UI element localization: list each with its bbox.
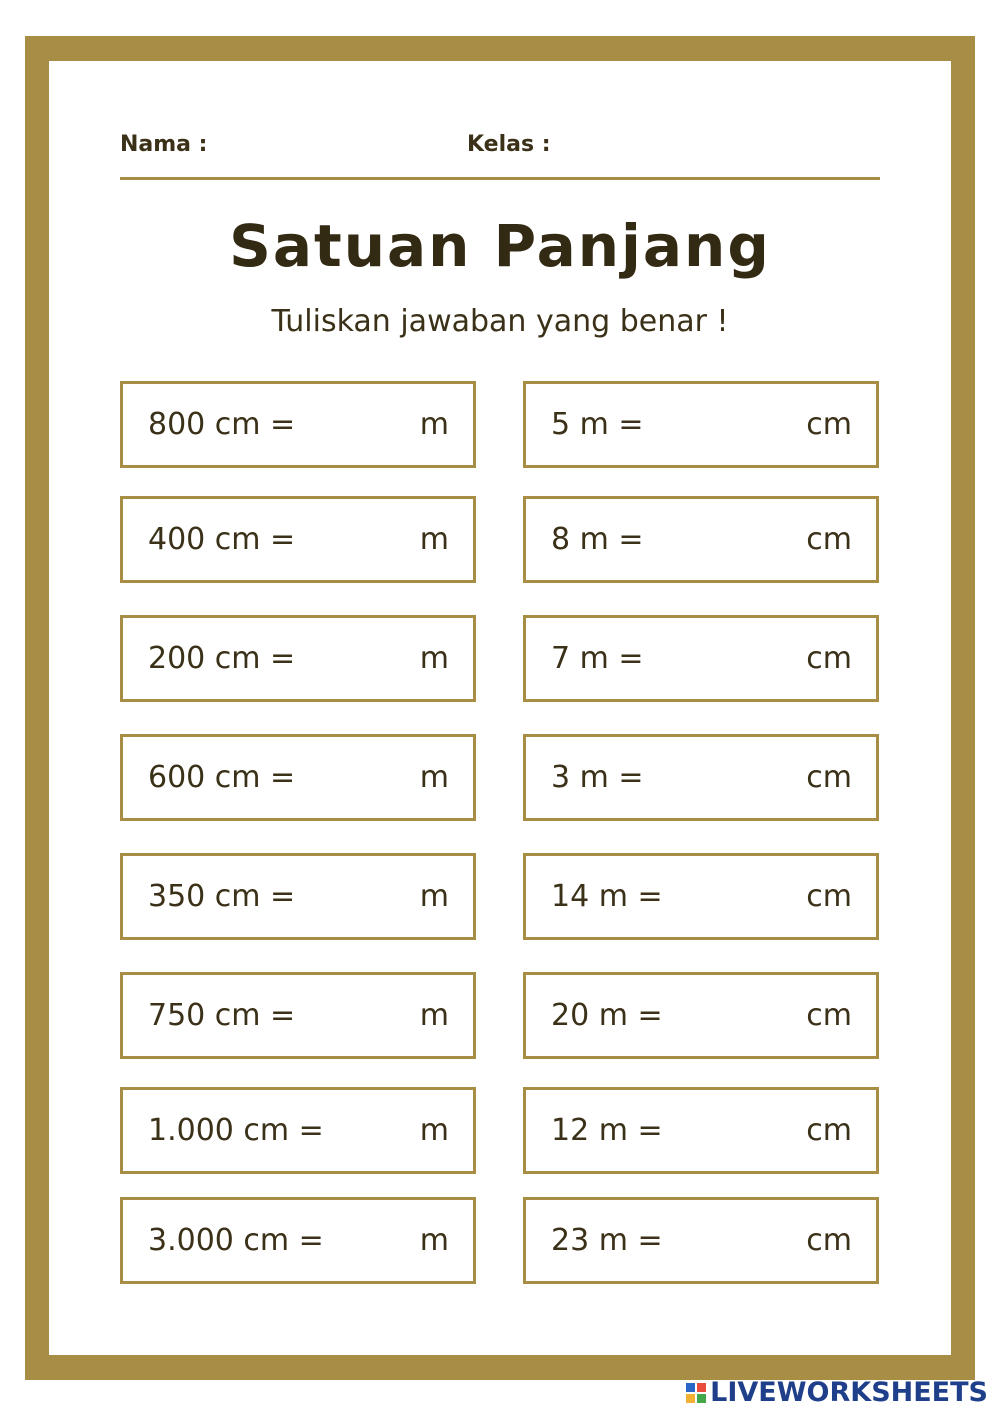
question-text: 200 cm = xyxy=(148,641,296,676)
unit-text: cm xyxy=(806,1223,852,1258)
question-box[interactable] xyxy=(523,1087,879,1174)
question-text: 350 cm = xyxy=(148,879,296,914)
question-box[interactable] xyxy=(120,972,476,1059)
unit-text: m xyxy=(419,407,449,442)
question-box[interactable] xyxy=(120,496,476,583)
question-text: 3.000 cm = xyxy=(148,1223,324,1258)
unit-text: cm xyxy=(806,641,852,676)
question-text: 23 m = xyxy=(551,1223,663,1258)
liveworksheets-brand xyxy=(686,1377,988,1408)
nama-label: Nama : xyxy=(120,132,208,157)
unit-text: cm xyxy=(806,998,852,1033)
name-class-row xyxy=(120,130,880,180)
question-text: 400 cm = xyxy=(148,522,296,557)
brand-text: LIVEWORKSHEETS xyxy=(710,1377,988,1408)
question-text: 20 m = xyxy=(551,998,663,1033)
unit-text: cm xyxy=(806,760,852,795)
question-box[interactable] xyxy=(523,615,879,702)
page-title: Satuan Panjang xyxy=(229,212,771,280)
unit-text: m xyxy=(419,522,449,557)
question-text: 8 m = xyxy=(551,522,644,557)
question-box[interactable] xyxy=(523,496,879,583)
unit-text: cm xyxy=(806,407,852,442)
question-box[interactable] xyxy=(120,853,476,940)
question-box[interactable] xyxy=(523,972,879,1059)
question-text: 1.000 cm = xyxy=(148,1113,324,1148)
question-box[interactable] xyxy=(523,853,879,940)
liveworksheets-logo-icon xyxy=(686,1383,706,1403)
unit-text: m xyxy=(419,998,449,1033)
unit-text: cm xyxy=(806,522,852,557)
question-text: 5 m = xyxy=(551,407,644,442)
question-text: 600 cm = xyxy=(148,760,296,795)
kelas-label: Kelas : xyxy=(467,132,551,157)
unit-text: m xyxy=(419,641,449,676)
question-box[interactable] xyxy=(523,734,879,821)
unit-text: cm xyxy=(806,879,852,914)
question-box[interactable] xyxy=(523,1197,879,1284)
unit-text: m xyxy=(419,1113,449,1148)
question-box[interactable] xyxy=(120,734,476,821)
question-box[interactable] xyxy=(120,615,476,702)
question-box[interactable] xyxy=(120,381,476,468)
question-text: 3 m = xyxy=(551,760,644,795)
instruction-text: Tuliskan jawaban yang benar ! xyxy=(271,304,729,339)
unit-text: m xyxy=(419,1223,449,1258)
question-text: 12 m = xyxy=(551,1113,663,1148)
question-text: 14 m = xyxy=(551,879,663,914)
unit-text: m xyxy=(419,760,449,795)
question-box[interactable] xyxy=(120,1197,476,1284)
unit-text: cm xyxy=(806,1113,852,1148)
question-box[interactable] xyxy=(523,381,879,468)
question-text: 750 cm = xyxy=(148,998,296,1033)
question-box[interactable] xyxy=(120,1087,476,1174)
question-text: 800 cm = xyxy=(148,407,296,442)
unit-text: m xyxy=(419,879,449,914)
question-text: 7 m = xyxy=(551,641,644,676)
